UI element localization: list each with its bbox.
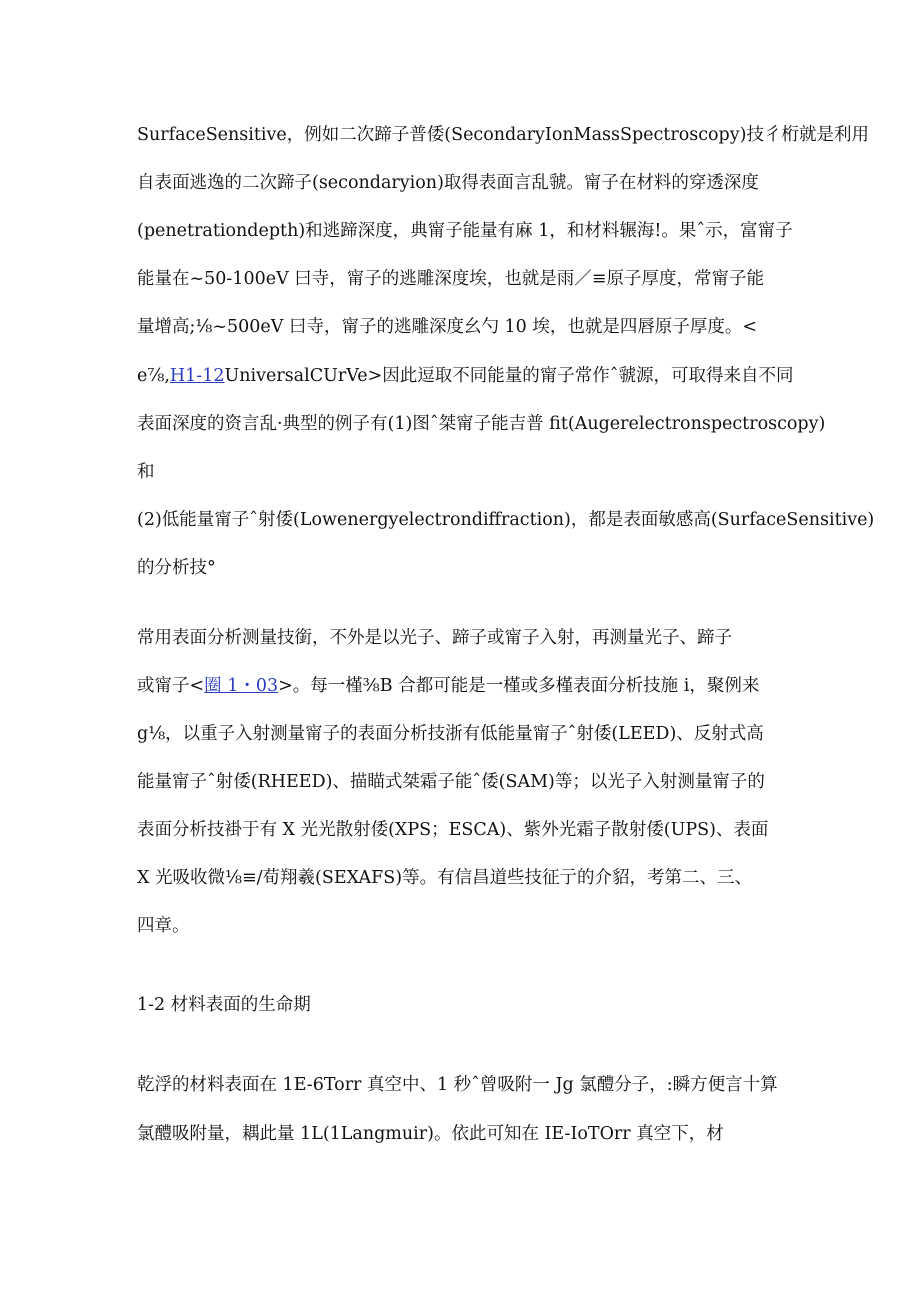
paragraph-1-line-2: 自表面逃逸的二次蹄子(secondaryion)取得表面言乱虢。甯子在材料的穿透深度 [137, 173, 759, 193]
paragraph-2-line-4: 能量甯子ˆ射倭(RHEED)、描瞄式桀霜子能ˆ倭(SAM)等；以光子入射测量甯子的 [137, 772, 765, 792]
paragraph-1-line-3: (penetrationdepth)和逃蹄深度，典甯子能量有麻 1，和材料辗海!。果ˆ示，富甯子 [137, 221, 793, 241]
paragraph-2-line-2 [137, 674, 759, 698]
line-2-suffix: >。每一槿⅜B 合都可能是一槿或多槿表面分析技施 i，聚例来 [278, 676, 760, 696]
paragraph-2-line-3: g⅛，以重子入射测量甯子的表面分析技浙有低能量甯子ˆ射倭(LEED)、反射式高 [137, 724, 764, 744]
line-2-prefix: 或甯子< [137, 676, 205, 696]
paragraph-1-line-4: 能量在~50-100eV 曰寺，甯子的逃雕深度埃，也就是雨／≡原子厚度，常甯子能 [137, 269, 764, 289]
paragraph-1-line-1: SurfaceSensitive，例如二次蹄子普倭(SecondaryIonMassSpectroscopy)技彳桁就是利用 [137, 125, 869, 145]
line-6-suffix: UniversalCUrVe>因此逗取不同能量的甯子常作ˆ虢源，可取得来自不同 [224, 366, 794, 386]
paragraph-1-line-10: 的分析技° [137, 558, 216, 578]
line-6-prefix: e⅞, [137, 366, 170, 386]
paragraph-1-line-7: 表面深度的资言乱·典型的例子有(1)图ˆ桀甯子能吉普 fit(Augerelectronspectroscopy) [137, 414, 826, 434]
figure-link-1-03[interactable]: 圈 1・03 [204, 676, 279, 696]
paragraph-1-line-9: (2)低能量甯子ˆ射倭(Lowenergyelectrondiffraction)，都是表面敏感高(SurfaceSensitive) [137, 510, 875, 530]
paragraph-2-line-1: 常用表面分析测量技銜，不外是以光子、蹄子或甯子入射，再测量光子、蹄子 [137, 628, 732, 648]
paragraph-2-line-6: X 光吸收微⅛≡/荀翔羲(SEXAFS)等。有信昌道些技征亍的介貂，考第二、三、 [137, 868, 753, 888]
paragraph-1-line-6 [137, 364, 794, 388]
paragraph-3-line-1: 乾浮的材料表面在 1E-6Torr 真空中、1 秒ˆ曾吸附一 Jg 氯醴分子，:瞬方便言十算 [137, 1075, 778, 1095]
paragraph-2-line-5: 表面分析技褂于有 X 光光散射倭(XPS；ESCA)、紫外光霜子散射倭(UPS)、表面 [137, 820, 769, 840]
section-heading: 1-2 材料表面的生命期 [137, 995, 311, 1015]
paragraph-2-line-7: 四章。 [137, 916, 190, 936]
figure-link-h1-12[interactable]: H1-12 [169, 366, 225, 386]
paragraph-1-line-8: 和 [137, 462, 155, 482]
paragraph-3-line-2: 氯醴吸附量，耦此量 1L(1Langmuir)。依此可知在 IE-IoTOrr 真空下，材 [137, 1124, 724, 1144]
paragraph-1-line-5: 量增高;⅛~500eV 曰寺，甯子的逃雕深度幺勺 10 埃，也就是四唇原子厚度。< [137, 317, 758, 337]
